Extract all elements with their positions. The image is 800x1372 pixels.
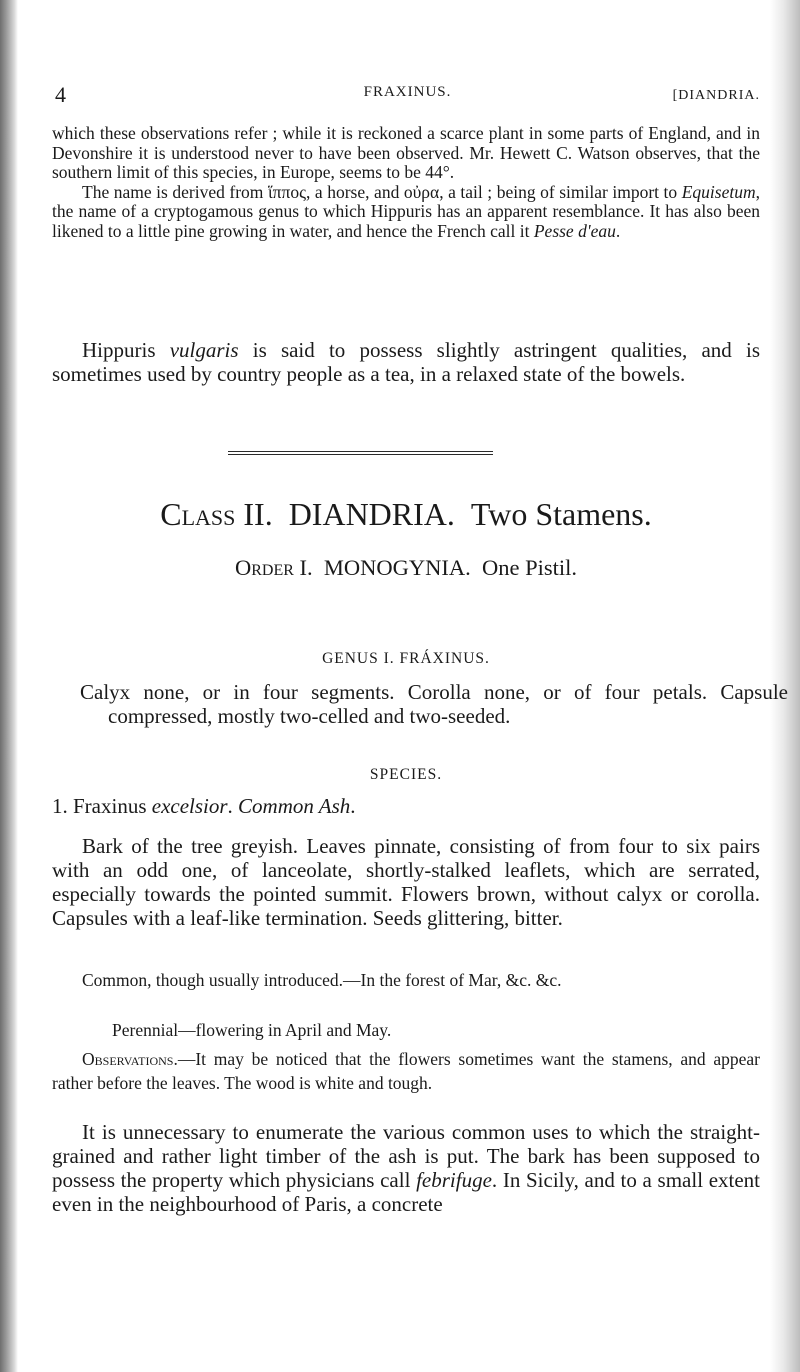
etymology-paragraph: The name is derived from ἵππος, a horse, and οὐρα, a tail ; being of similar import to Equisetum, the name of a cryptogamous genus to which Hippuris has an apparent resemblance. It has also been likened to a little pine growing in water, and hence the French call it Pesse d'eau.: [52, 181, 760, 241]
greek-hippos: ἵππος: [267, 181, 307, 202]
species-habitat: Common, though usually introduced.—In the forest of Mar, &c. &c.: [82, 970, 562, 990]
greek-oura: οὐρα: [403, 181, 440, 202]
intro-paragraph: which these observations refer ; while it is reckoned a scarce plant in some parts of England, and in Devonshire it is understood never to have been observed. Mr. Hewett C. Watson observes, that the southern limit of this species, in Europe, seems to be 44°.: [52, 123, 760, 182]
species-title: 1. Fraxinus excelsior. Common Ash.: [52, 794, 356, 818]
febrifuge-term: febrifuge: [416, 1168, 492, 1192]
pesse-term: Pesse d'eau: [533, 220, 616, 241]
vulgaris-term: vulgaris: [169, 338, 239, 362]
species-observations: Observations.—It may be noticed that the flowers sometimes want the stamens, and appear rather before the leaves. The wood is white and tough.: [52, 1049, 760, 1093]
species-epithet: excelsior: [151, 794, 228, 818]
order-desc: One Pistil.: [482, 555, 578, 580]
genus-description: Calyx none, or in four segments. Corolla none, or of four petals. Capsule compressed, mostly two-celled and two-seeded.: [80, 680, 788, 728]
class-name: DIANDRIA.: [288, 496, 455, 532]
species-heading: SPECIES.: [369, 766, 443, 783]
observations-label: Observations.: [82, 1049, 178, 1069]
species-description: Bark of the tree greyish. Leaves pinnate, consisting of from four to six pairs with an odd one, of lanceolate, shortly-stalked leaflets, which are serrated, especially towards the pointed summit. Flowers brown, without calyx or corolla. Capsules with a leaf-like termination. Seeds glittering, bitter.: [52, 834, 760, 930]
order-label: Order I.: [234, 555, 313, 580]
hippuris-paragraph: Hippuris vulgaris is said to possess slightly astringent qualities, and is sometimes used by country people as a tea, in a relaxed state of the bowels.: [52, 338, 761, 386]
genus-heading: GENUS I. FRÁXINUS.: [322, 650, 490, 667]
order-heading: [52, 555, 760, 581]
page-number: 4: [55, 82, 66, 107]
running-section: [DIANDRIA.: [672, 88, 760, 103]
page-left-shadow: [0, 0, 18, 1372]
running-header: [55, 82, 760, 112]
equisetum-term: Equisetum: [681, 181, 756, 202]
common-name: Common Ash: [238, 794, 351, 818]
class-desc: Two Stamens.: [470, 496, 652, 532]
class-label: Class II.: [160, 496, 273, 532]
order-name: MONOGYNIA.: [323, 555, 471, 580]
section-divider: [228, 451, 493, 455]
running-title: FRAXINUS.: [363, 84, 452, 100]
uses-paragraph: It is unnecessary to enumerate the various common uses to which the straight-grained and rather light timber of the ash is put. The bark has been supposed to possess the property which physicians call febrifuge. In Sicily, and to a small extent even in the neighbourhood of Paris, a concrete: [52, 1120, 760, 1216]
species-duration: Perennial—flowering in April and May.: [112, 1020, 392, 1040]
class-heading: [52, 496, 760, 533]
intro-notes: [52, 124, 760, 241]
